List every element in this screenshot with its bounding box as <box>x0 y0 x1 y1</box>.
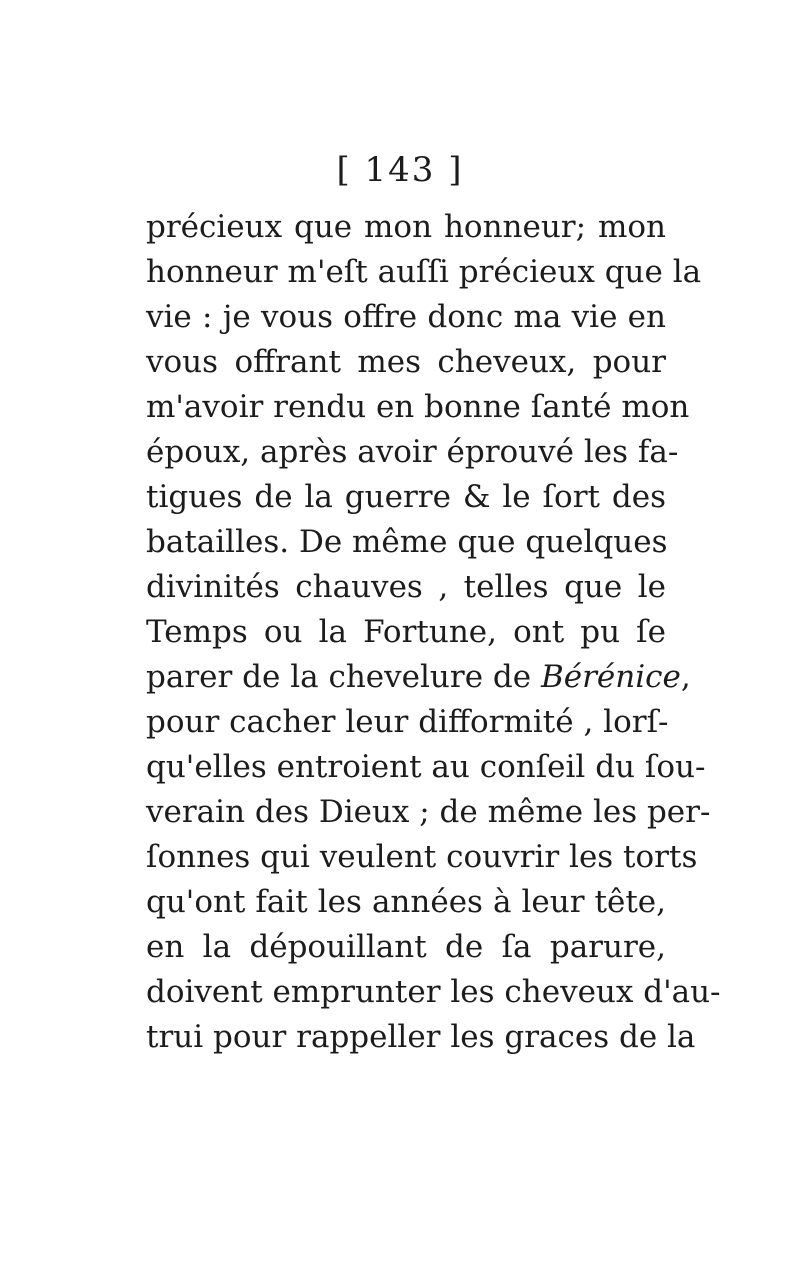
text-line: honneur m'eſt auſſi précieux que la <box>146 254 702 290</box>
text-line: m'avoir rendu en bonne ſanté mon <box>146 389 690 425</box>
text-line-start: parer de la chevelure de <box>146 659 541 695</box>
text-line: en la dépouillant de ſa parure, <box>146 929 666 965</box>
text-line: vie : je vous offre donc ma vie en <box>146 299 666 335</box>
italic-name: Bérénice <box>540 659 681 695</box>
text-line: qu'elles entroient au conſeil du ſou- <box>146 749 706 785</box>
text-line: verain des Dieux ; de même les per- <box>146 794 711 830</box>
page-number: [ 143 ] <box>336 150 464 190</box>
text-line: batailles. De même que quelques <box>146 524 668 560</box>
text-line: Temps ou la Fortune, ont pu ſe <box>146 614 666 650</box>
text-line: ſonnes qui veulent couvrir les torts <box>146 839 698 875</box>
text-line: doivent emprunter les cheveux d'au- <box>146 974 721 1010</box>
text-line: vous offrant mes cheveux, pour <box>146 344 666 380</box>
text-line: qu'ont fait les années à leur tête, <box>146 884 666 920</box>
text-line: tigues de la guerre & le ſort des <box>146 479 666 515</box>
text-line: époux, après avoir éprouvé les fa- <box>146 434 679 470</box>
text-line-with-italic <box>146 655 691 700</box>
text-line: trui pour rappeller les graces de la <box>146 1019 696 1055</box>
text-line: précieux que mon honneur; mon <box>146 209 666 245</box>
italic-suffix: , <box>680 659 691 695</box>
text-line: divinités chauves , telles que le <box>146 569 666 605</box>
text-line: pour cacher leur difformité , lorſ- <box>146 704 669 740</box>
body-text <box>146 205 721 1060</box>
